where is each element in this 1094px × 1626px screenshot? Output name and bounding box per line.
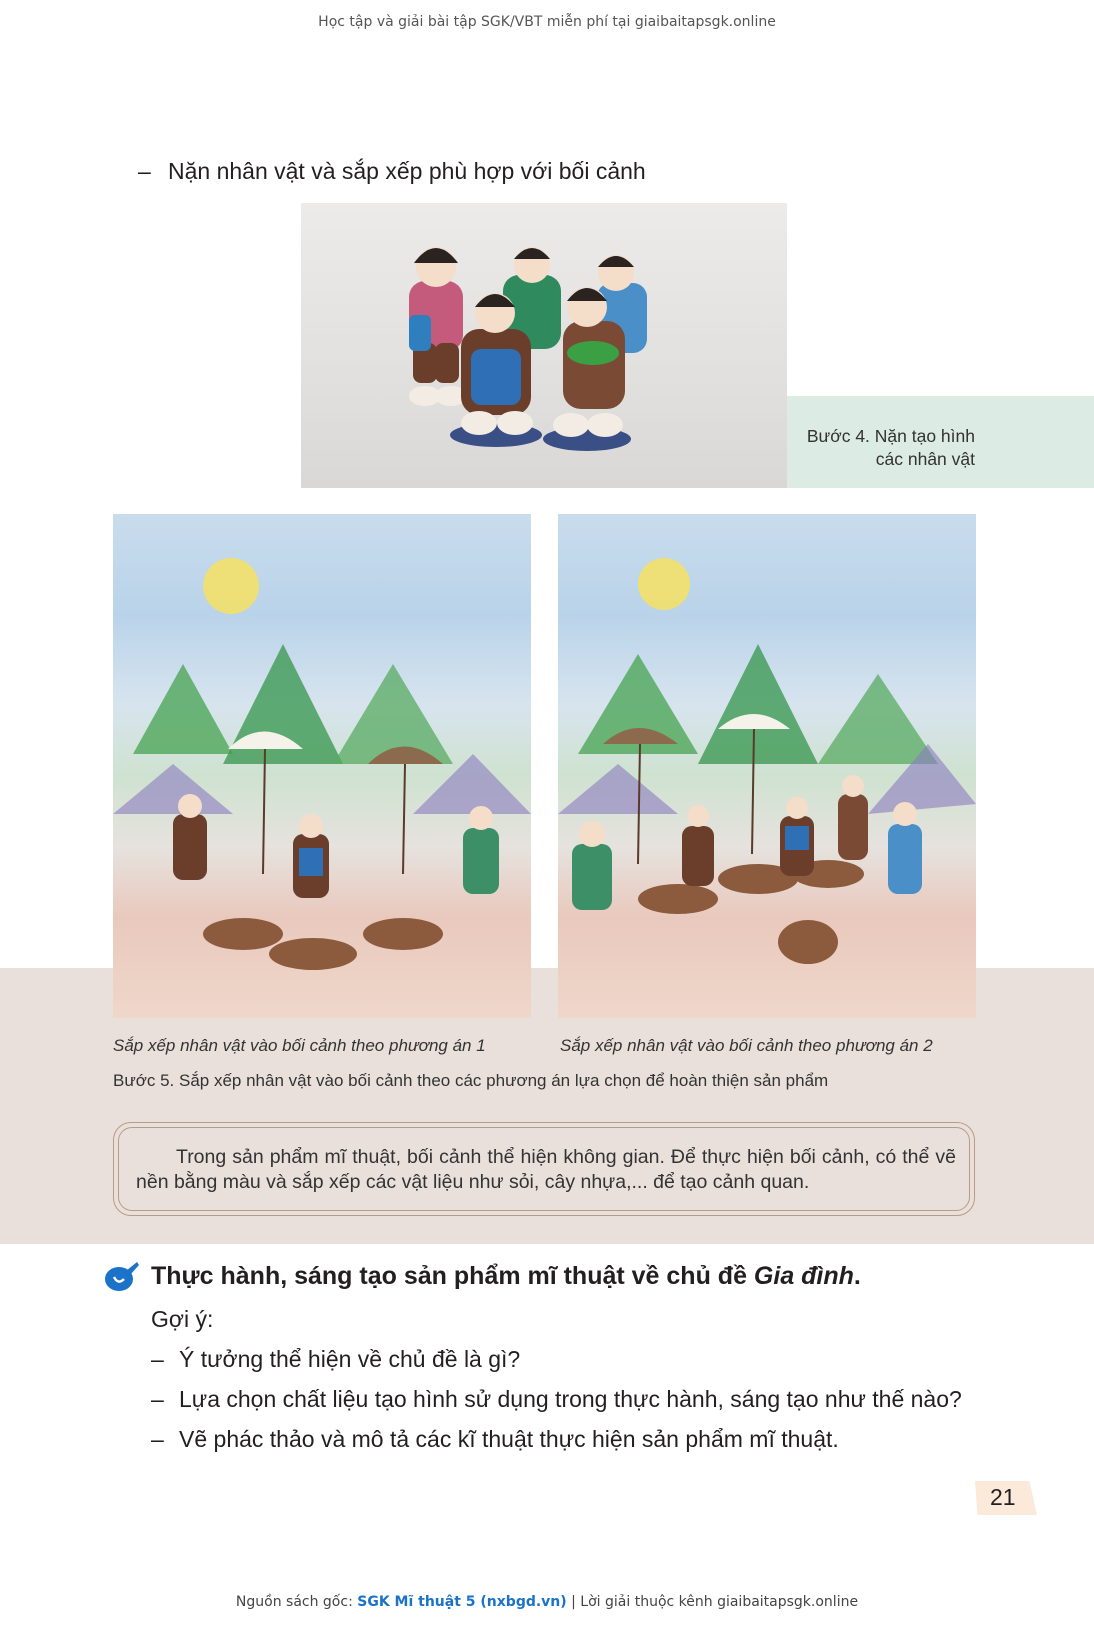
source-book-link[interactable]: SGK Mĩ thuật 5 (nxbgd.vn)	[357, 1594, 567, 1610]
hint-item	[151, 1386, 962, 1413]
practice-brush-icon	[104, 1261, 140, 1293]
intro-text: Nặn nhân vật và sắp xếp phù hợp với bối cảnh	[168, 158, 646, 184]
hint-item	[151, 1426, 839, 1453]
step4-caption-line1: Bước 4. Nặn tạo hình	[806, 426, 975, 446]
practice-topic: Gia đình	[753, 1262, 854, 1290]
market-scene-1-illustration	[113, 514, 531, 1018]
hint-item	[151, 1346, 520, 1373]
footer-suffix: | Lời giải thuộc kênh giaibaitapsgk.online	[566, 1594, 859, 1610]
figure-pink	[409, 247, 467, 406]
scene-option-2-photo	[558, 514, 976, 1018]
step4-caption-line2: các nhân vật	[875, 449, 975, 469]
header-source-note: Học tập và giải bài tập SGK/VBT miễn phí tại giaibaitapsgk.online	[318, 14, 776, 30]
footer-source-note	[0, 1594, 1094, 1610]
bullet-dash: –	[151, 1426, 164, 1452]
practice-title	[151, 1262, 861, 1291]
scene-option-1-caption: Sắp xếp nhân vật vào bối cảnh theo phương án 1	[113, 1036, 486, 1055]
step5-caption: Bước 5. Sắp xếp nhân vật vào bối cảnh theo các phương án lựa chọn để hoàn thiện sản phẩm	[113, 1071, 829, 1090]
clay-figures-illustration	[301, 203, 787, 488]
practice-title-text: Thực hành, sáng tạo sản phẩm mĩ thuật về chủ đề	[151, 1262, 754, 1290]
page-number: 21	[990, 1484, 1016, 1510]
practice-title-end: .	[853, 1262, 861, 1290]
bullet-dash: –	[151, 1346, 164, 1372]
step4-caption	[780, 425, 975, 471]
hint-text: Ý tưởng thể hiện về chủ đề là gì?	[179, 1346, 521, 1372]
hint-text: Lựa chọn chất liệu tạo hình sử dụng trong thực hành, sáng tạo như thế nào?	[179, 1386, 962, 1412]
footer-prefix: Nguồn sách gốc:	[235, 1594, 358, 1610]
clay-figures-photo	[301, 203, 787, 488]
scene-option-2-caption: Sắp xếp nhân vật vào bối cảnh theo phương án 2	[560, 1036, 933, 1055]
hint-label: Gợi ý:	[151, 1306, 214, 1332]
intro-bullet	[138, 158, 646, 185]
scene-option-1-photo	[113, 514, 531, 1018]
note-text: Trong sản phẩm mĩ thuật, bối cảnh thể hiện không gian. Để thực hiện bối cảnh, có thể vẽ nền bằng màu và sắp xếp các vật liệu như sỏi, cây nhựa,... để tạo cảnh quan.	[136, 1146, 956, 1193]
hint-text: Vẽ phác thảo và mô tả các kĩ thuật thực hiện sản phẩm mĩ thuật.	[179, 1426, 839, 1452]
market-scene-2-illustration	[558, 514, 976, 1018]
bullet-dash: –	[138, 158, 151, 184]
bullet-dash: –	[151, 1386, 164, 1412]
